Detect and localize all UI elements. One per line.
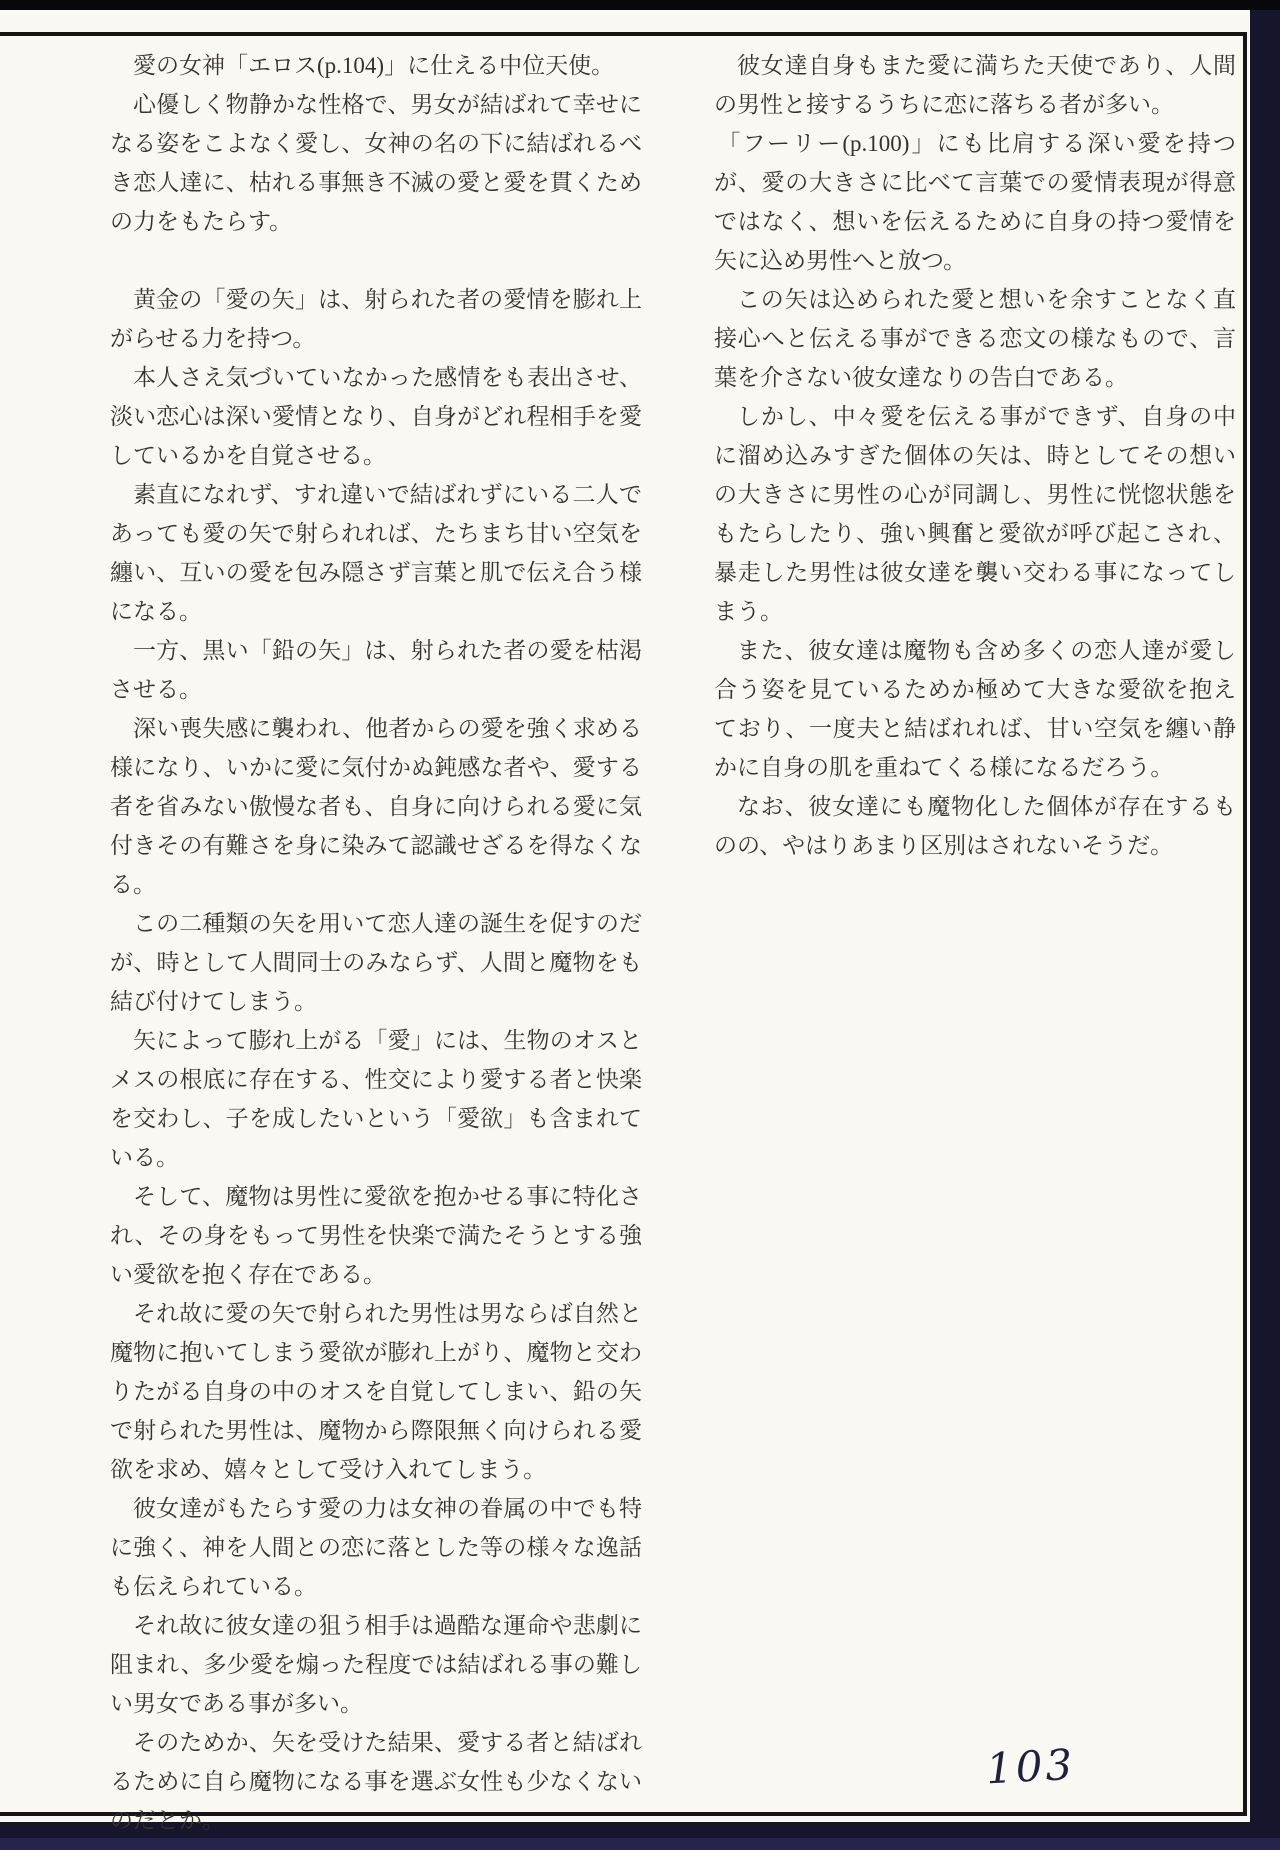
paragraph: しかし、中々愛を伝える事ができず、自身の中に溜め込みすぎた個体の矢は、時としてその想いの大きさに男性の心が同調し、男性に恍惚状態をもたらしたり、強い興奮と愛欲が呼び起こされ、暴走した男性は彼女達を襲い交わる事になってしまう。: [714, 404, 1236, 624]
paragraph: そして、魔物は男性に愛欲を抱かせる事に特化され、その身をもって男性を快楽で満たそうとする強い愛欲を抱く存在である。: [110, 1184, 642, 1287]
paragraph: 深い喪失感に襲われ、他者からの愛を強く求める様になり、いかに愛に気付かぬ鈍感な者や、愛する者を省みない傲慢な者も、自身に向けられる愛に気付きその有難さを身に染みて認識せざるを得なくなる。: [110, 716, 642, 897]
paragraph: 心優しく物静かな性格で、男女が結ばれて幸せになる姿をこよなく愛し、女神の名の下に結ばれるべき恋人達に、枯れる事無き不滅の愛と愛を貫くための力をもたらす。: [110, 92, 642, 234]
paragraph: この矢は込められた愛と想いを余すことなく直接心へと伝える事ができる恋文の様なもので、言葉を介さない彼女達なりの告白である。: [714, 287, 1236, 390]
paragraph: 黄金の「愛の矢」は、射られた者の愛情を膨れ上がらせる力を持つ。: [110, 287, 642, 351]
paragraph-gap: [110, 241, 642, 280]
paragraph: 素直になれず、すれ違いで結ばれずにいる二人であっても愛の矢で射られれば、たちまち甘い空気を纏い、互いの愛を包み隠さず言葉と肌で伝え合う様になる。: [110, 482, 642, 624]
paragraph: 彼女達がもたらす愛の力は女神の眷属の中でも特に強く、神を人間との恋に落とした等の様々な逸話も伝えられている。: [110, 1496, 642, 1599]
paragraph: 愛の女神「エロス(p.104)」に仕える中位天使。: [133, 53, 615, 78]
paragraph: 一方、黒い「鉛の矢」は、射られた者の愛を枯渇させる。: [110, 638, 642, 702]
paragraph: 「フーリー(p.100)」にも比肩する深い愛を持つが、愛の大きさに比べて言葉での愛情表現が得意ではなく、想いを伝えるために自身の持つ愛情を矢に込め男性へと放つ。: [714, 131, 1236, 273]
scan-bottom-band: [0, 1838, 1280, 1850]
left-text-column: [110, 46, 642, 1840]
page-number: 103: [984, 1739, 1077, 1794]
book-page: [0, 10, 1250, 1833]
paragraph: また、彼女達は魔物も含め多くの恋人達が愛し合う姿を見ているためか極めて大きな愛欲を抱えており、一度夫と結ばれれば、甘い空気を纏い静かに自身の肌を重ねてくる様になるだろう。: [714, 638, 1236, 780]
paragraph: この二種類の矢を用いて恋人達の誕生を促すのだが、時として人間同士のみならず、人間と魔物をも結び付けてしまう。: [110, 911, 642, 1014]
paragraph: それ故に愛の矢で射られた男性は男ならば自然と魔物に抱いてしまう愛欲が膨れ上がり、魔物と交わりたがる自身の中のオスを自覚してしまい、鉛の矢で射られた男性は、魔物から際限無く向けられる愛欲を求め、嬉々として受け入れてしまう。: [110, 1301, 642, 1482]
paragraph: 矢によって膨れ上がる「愛」には、生物のオスとメスの根底に存在する、性交により愛する者と快楽を交わし、子を成したいという「愛欲」も含まれている。: [110, 1028, 642, 1170]
paragraph: それ故に彼女達の狙う相手は過酷な運命や悲劇に阻まれ、多少愛を煽った程度では結ばれる事の難しい男女である事が多い。: [110, 1613, 642, 1716]
paragraph: 本人さえ気づいていなかった感情をも表出させ、淡い恋心は深い愛情となり、自身がどれ程相手を愛しているかを自覚させる。: [110, 365, 642, 468]
right-text-column: [714, 46, 1236, 865]
paragraph: なお、彼女達にも魔物化した個体が存在するものの、やはりあまり区別はされないそうだ。: [714, 794, 1236, 858]
scan-top-band: [0, 0, 1280, 10]
paragraph: 彼女達自身もまた愛に満ちた天使であり、人間の男性と接するうちに恋に落ちる者が多い。: [714, 53, 1236, 117]
paragraph: そのためか、矢を受けた結果、愛する者と結ばれるために自ら魔物になる事を選ぶ女性も少なくないのだとか。: [110, 1730, 642, 1833]
